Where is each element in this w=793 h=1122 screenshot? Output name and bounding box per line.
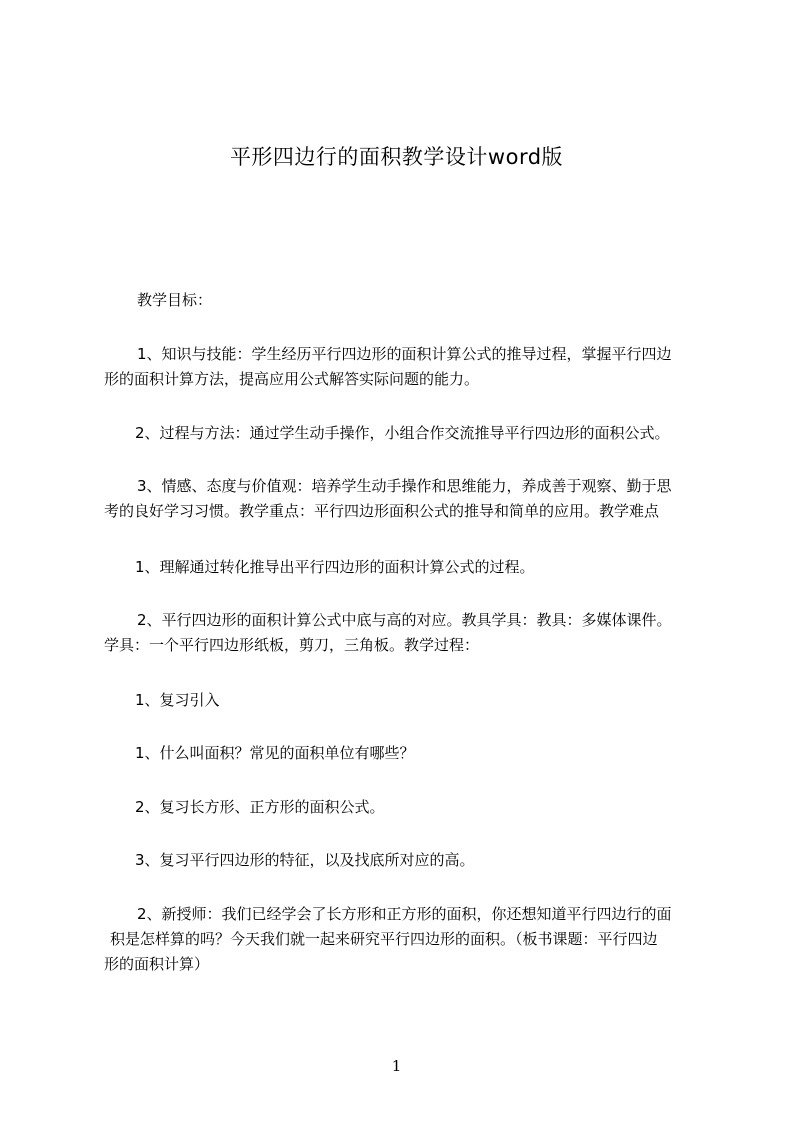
paragraph-line: 2、复习长方形、正方形的面积公式。: [135, 798, 385, 816]
paragraph-line: 积是怎样算的吗？今天我们就一起来研究平行四边形的面积。（板书课题：平行四边: [110, 930, 658, 948]
paragraph-line: 1、什么叫面积？常见的面积单位有哪些？: [135, 744, 415, 762]
review-2: [104, 795, 716, 820]
objective-1: [104, 342, 716, 392]
paragraph-line: 教学目标：: [137, 291, 213, 309]
paragraph-line: 3、复习平行四边形的特征，以及找底所对应的高。: [135, 851, 475, 869]
paragraph-line: 学具：一个平行四边形纸板，剪刀，三角板。教学过程：: [104, 636, 480, 654]
difficulty-2: [104, 608, 716, 658]
paragraph-line: 2、平行四边形的面积计算公式中底与高的对应。教具学具：教具：多媒体课件。: [137, 611, 672, 629]
paragraph-line: 2、新授师：我们已经学会了长方形和正方形的面积，你还想知道平行四边行的面: [137, 905, 672, 923]
paragraph-line: 1、复习引入: [135, 691, 220, 709]
review-3: [104, 848, 716, 873]
process-1: [104, 688, 716, 713]
document-title: 平形四边行的面积教学设计word版: [229, 145, 564, 169]
paragraph-line: 2、过程与方法：通过学生动手操作，小组合作交流推导平行四边形的面积公式。: [135, 424, 670, 442]
review-1: [104, 741, 716, 766]
paragraph-line: 形的面积计算方法，提高应用公式解答实际问题的能力。: [104, 370, 480, 388]
page-number: 1: [391, 1057, 402, 1075]
paragraph-line: 形的面积计算）: [104, 955, 210, 973]
paragraph-line: 考的良好学习习惯。教学重点：平行四边形面积公式的推导和简单的应用。教学难点: [104, 502, 660, 520]
objective-2: [104, 421, 716, 446]
paragraph-line: 1、知识与技能：学生经历平行四边形的面积计算公式的推导过程，掌握平行四边: [137, 345, 672, 363]
objectives-heading: [104, 288, 716, 313]
paragraph-line: 1、理解通过转化推导出平行四边形的面积计算公式的过程。: [135, 558, 535, 576]
objective-3: [104, 474, 716, 524]
paragraph-line: 3、情感、态度与价值观：培养学生动手操作和思维能力，养成善于观察、勤于思: [137, 477, 672, 495]
process-2: [104, 902, 716, 977]
difficulty-1: [104, 555, 716, 580]
